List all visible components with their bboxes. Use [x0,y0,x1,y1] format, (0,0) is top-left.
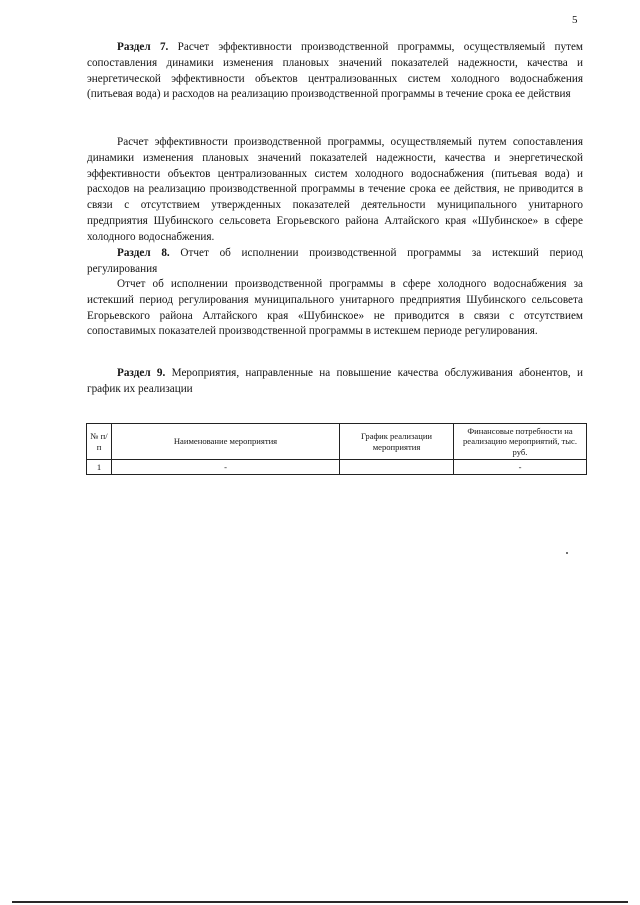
section-8-title: Отчет об исполнении производственной программы за истекший период регулирования [87,247,584,275]
section-7-heading [87,40,583,103]
col-header-schedule: График реализации мероприятия [340,424,454,460]
cell-finance: - [454,460,587,475]
section-9-title: Мероприятия, направленные на повышение качества обслуживания абонентов, и график их реализации [87,367,584,395]
measures-table [86,423,587,475]
scan-speck [566,552,568,554]
section-9-heading [87,366,583,398]
cell-name: - [112,460,340,475]
section-7-body: Расчет эффективности производственной программы, осуществляемый путем сопоставления динамики изменения плановых значений показателей надежности, качества и энергетической эффективности объектов централизованных систем холодного водоснабжения (питьевая вода) и расходов на реализацию производственной программы в течение срока ее действия, не приводится в связи с отсутствием утвержденных показателей деятельности муниципального унитарного предприятия Шубинского сельсовета Егорьевского района Алтайского края «Шубинское» в сфере холодного водоснабжения. [87,136,583,243]
section-8-body: Отчет об исполнении производственной программы в сфере холодного водоснабжения за истекший период регулирования муниципального унитарного предприятия Шубинского сельсовета Егорьевского района Алтайского края «Шубинское» не приводится в связи с отсутствием сопоставимых показателей производственной программы в истекшем периоде регулирования. [87,278,583,338]
scan-edge-line [12,901,628,903]
table-header-row [87,424,587,460]
section-7-label: Раздел 7. [117,41,169,53]
page-number: 5 [572,14,578,26]
table-row [87,460,587,475]
section-9-label: Раздел 9. [117,367,166,379]
col-header-name: Наименование мероприятия [112,424,340,460]
section-8-heading [87,246,583,278]
scan-bottom-edge [0,898,640,905]
col-header-number: № п/п [87,424,112,460]
section-7-title: Расчет эффективности производственной программы, осуществляемый путем сопоставления динамики изменения плановых значений показателей надежности, качества и энергетической эффективности объектов централизованных систем холодного водоснабжения (питьевая вода) и расходов на реализацию производственной программы в течение срока ее действия [87,41,584,101]
cell-number: 1 [87,460,112,475]
section-8-label: Раздел 8. [117,247,170,259]
cell-schedule [340,460,454,475]
col-header-finance: Финансовые потребности на реализацию мероприятий, тыс. руб. [454,424,587,460]
